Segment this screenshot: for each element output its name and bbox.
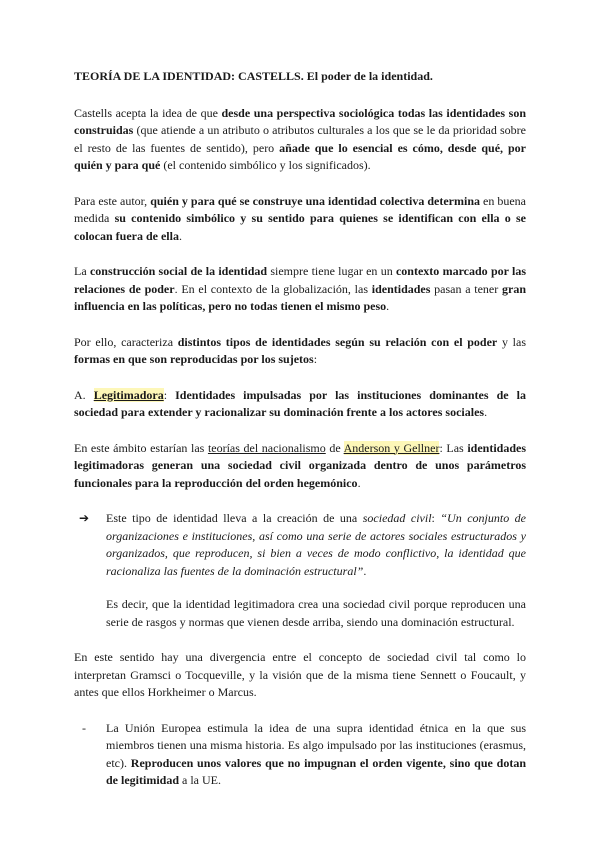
civil-society-definition xyxy=(106,510,526,580)
arrow-bullet-icon: ➔ xyxy=(79,511,90,525)
list-marker: A. xyxy=(74,387,94,402)
italic-text: sociedad civil xyxy=(362,511,432,525)
arrow-bullet-item xyxy=(74,510,526,631)
text: . En el contexto de la globalización, las xyxy=(174,281,372,296)
text: a la UE. xyxy=(179,773,221,787)
dash-bullet-icon: - xyxy=(82,720,86,735)
dash-list-item xyxy=(74,720,526,790)
text: Para este autor, xyxy=(74,193,151,208)
paragraph-identity-types xyxy=(74,334,526,369)
document-title: TEORÍA DE LA IDENTIDAD: CASTELLS. El poder de la identidad. xyxy=(74,69,433,83)
text: y las xyxy=(497,334,526,349)
text: de xyxy=(325,440,344,455)
text: En este ámbito estarían las xyxy=(74,440,208,455)
document-body xyxy=(74,68,526,790)
text: : xyxy=(163,387,176,402)
paragraph-nationalism xyxy=(74,440,526,493)
highlighted-term: Legitimadora xyxy=(93,387,164,402)
paragraph-social-construction xyxy=(74,263,526,316)
text: (que atiende a un atributo o atributos culturales a los que se le da prioridad sobre el resto de las fuentes de sentido), pero xyxy=(74,123,526,155)
bold-text: añade que lo esencial es cómo, desde qué, por quién y para qué xyxy=(74,140,526,172)
text: . xyxy=(363,563,367,578)
text: : xyxy=(313,352,318,366)
text: en buena medida xyxy=(74,193,527,225)
bold-text: gran influencia en las políticas, pero no todas tienen el mismo peso xyxy=(74,281,526,313)
text: . xyxy=(386,299,390,313)
text: Este tipo de identidad lleva a la creación de una xyxy=(106,511,363,525)
text: . xyxy=(178,228,182,243)
nationalism-theories-link[interactable]: teorías del nacionalismo xyxy=(207,440,326,455)
anderson-gellner-link[interactable]: Anderson y Gellner xyxy=(343,440,440,455)
text: . xyxy=(484,405,488,419)
text: . xyxy=(357,475,361,490)
bold-text: identidades xyxy=(371,281,431,296)
bold-text: identidades legitimadoras generan una sociedad civil organizada dentro de unos parámetros funcionales para la reproducción del orden hegemónico xyxy=(74,440,526,490)
eu-example xyxy=(106,720,526,790)
paragraph-divergence: En este sentido hay una divergencia entre el concepto de sociedad civil tal como lo interpretan Gramsci o Tocqueville, y la visión que de la misma tiene Sennett o Foucault, y antes que ellos Horkheimer o Marcus. xyxy=(74,650,526,699)
bold-text: Reproducen unos valores que no impugnan el orden vigente, sino que dotan de legitimidad xyxy=(106,755,526,787)
bold-text: construcción social de la identidad xyxy=(89,264,268,278)
text: : Las xyxy=(439,440,468,455)
bold-text: Identidades impulsadas por las instituciones dominantes de la sociedad para extender y racionalizar su dominación frente a los actores sociales xyxy=(74,387,526,419)
paragraph-legitimadora xyxy=(74,387,526,422)
text: pasan a tener xyxy=(430,281,502,296)
bold-text: formas en que son reproducidas por los sujetos xyxy=(74,352,314,366)
bold-text: quién y para qué se construye una identidad colectiva determina xyxy=(150,193,480,208)
bold-text: su contenido simbólico y su sentido para quienes se identifican con ella o se colocan fuera de ella xyxy=(74,211,526,243)
italic-quote: “Un conjunto de organizaciones e instituciones, así como una serie de actores sociales estructurados y organizados, que reproducen, si bien a veces de modo conflictivo, la identidad que racionaliza las fuentes de la dominación estructural” xyxy=(106,511,527,578)
text: La Unión Europea estimula la idea de una supra identidad étnica en la que sus miembros tienen una misma historia. Es algo impulsado por las instituciones (erasmus, etc). xyxy=(106,720,526,770)
text: Por ello, caracteriza xyxy=(74,334,178,349)
bold-text: desde una perspectiva sociológica todas las identidades son construidas xyxy=(74,105,526,137)
paragraph-castells-intro xyxy=(74,105,526,175)
text: (el contenido simbólico y los significados). xyxy=(160,158,371,172)
text: La xyxy=(74,264,90,278)
bold-text: contexto marcado por las relaciones de poder xyxy=(74,264,527,296)
paragraph-author-view xyxy=(74,193,526,246)
bullet-explanation: Es decir, que la identidad legitimadora crea una sociedad civil porque reproducen una serie de rasgos y normas que vienen desde arriba, siendo una dominación estructural. xyxy=(106,597,526,629)
text: : xyxy=(431,511,441,525)
text: siempre tiene lugar en un xyxy=(267,264,396,278)
text: Castells acepta la idea de que xyxy=(74,105,222,120)
bold-text: distintos tipos de identidades según su relación con el poder xyxy=(177,334,498,349)
